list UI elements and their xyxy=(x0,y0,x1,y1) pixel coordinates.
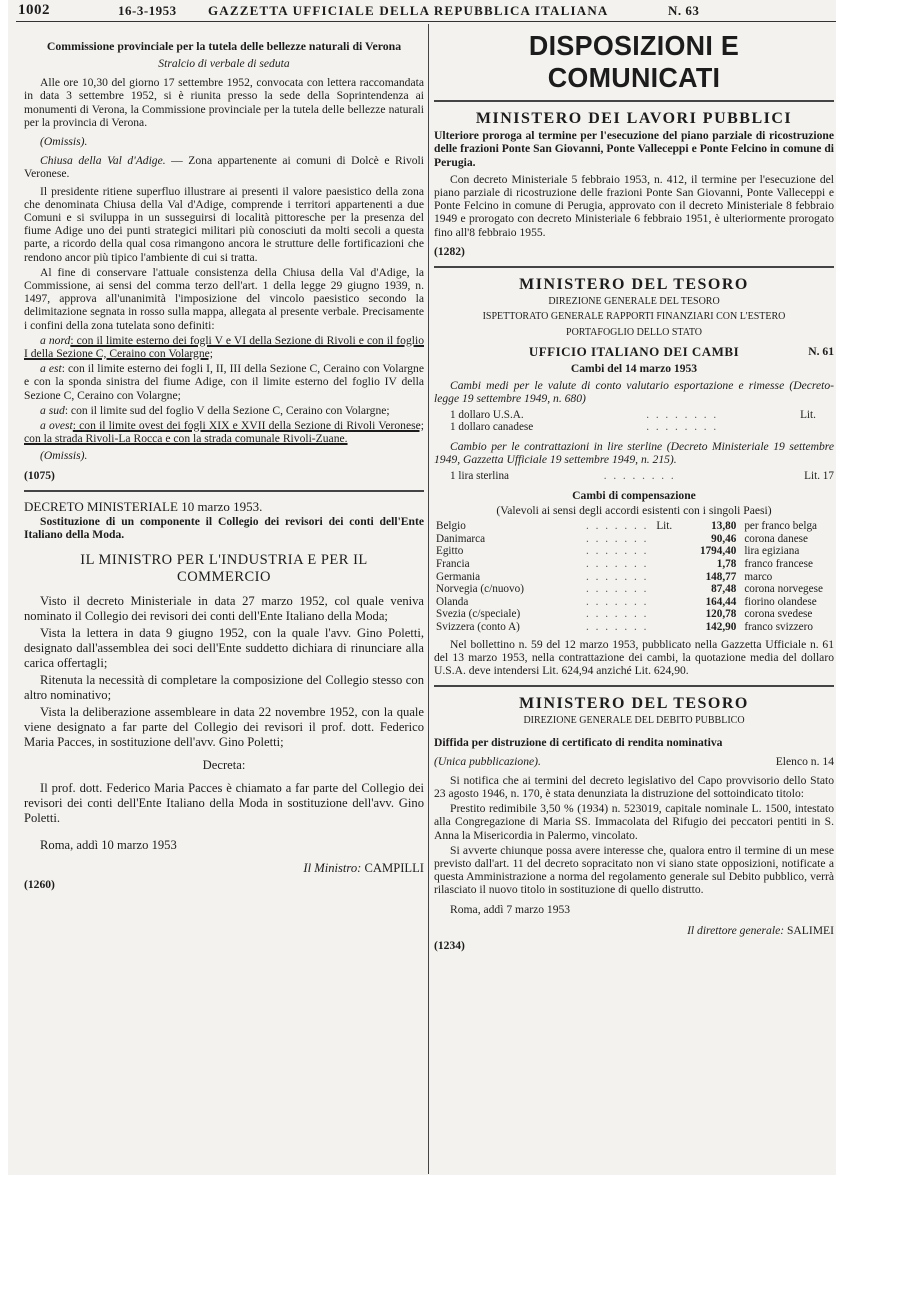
chiusa-paragraph xyxy=(24,154,424,180)
ministry-heading: MINISTERO DEI LAVORI PUBBLICI xyxy=(475,110,793,127)
signature-name: CAMPILLI xyxy=(364,860,424,875)
lit-label xyxy=(656,571,680,584)
section-title: DISPOSIZIONI E COMUNICATI xyxy=(528,30,740,93)
dot-leader: . . . . . . . xyxy=(586,621,649,633)
sterling-table xyxy=(434,470,834,483)
comp-unit: corona svedese xyxy=(744,608,813,621)
lit-label: Lit. xyxy=(800,408,816,421)
lit-label xyxy=(656,596,680,609)
lit-label: Lit. xyxy=(656,520,673,533)
paragraph: Nel bollettino n. 59 del 12 marzo 1953, pubblicato nella Gazzetta Ufficiale n. 61 del 13 marzo 1953, nella contrattazione dei cambi, la quotazione media del dollaro U.S.A. deve intendersi Lit. 624,94 anziché Lit. 624,90. xyxy=(434,637,834,677)
table-row xyxy=(434,533,834,546)
comp-country: Olanda xyxy=(436,595,469,608)
ministry-subheading: DIREZIONE GENERALE DEL TESORO xyxy=(548,296,720,308)
compensation-subtitle: (Valevoli ai sensi degli accordi esistenti con i singoli Paesi) xyxy=(496,504,772,518)
paragraph: Visto il decreto Ministeriale in data 27 marzo 1952, col quale veniva nominato il Collegio dei revisori dei conti dell'Ente Italiano della Moda; xyxy=(24,593,424,623)
unica-label: (Unica pubblicazione). xyxy=(434,754,541,768)
uic-title: UFFICIO ITALIANO DEI CAMBI xyxy=(528,343,740,359)
paragraph: Si notifica che ai termini del decreto legislativo del Capo provvisorio dello Stato 23 agosto 1946, n. 170, è stata denunziata la distruzione del sottoindicato titolo: xyxy=(434,773,834,801)
lit-label xyxy=(656,608,680,621)
place-date: Roma, addì 10 marzo 1953 xyxy=(40,837,177,852)
issue-date: 16-3-1953 xyxy=(118,3,177,18)
gazette-title: GAZZETTA UFFICIALE DELLA REPUBBLICA ITALIANA xyxy=(208,3,609,18)
ministry-subheading: DIREZIONE GENERALE DEL DEBITO PUBBLICO xyxy=(523,715,745,727)
commission-title: Commissione provinciale per la tutela delle bellezze naturali di Verona xyxy=(46,39,402,53)
dot-leader: . . . . . . . . xyxy=(646,421,719,434)
comp-unit: marco xyxy=(744,570,773,583)
section-separator xyxy=(24,490,424,492)
paragraph: Con decreto Ministeriale 5 febbraio 1953, n. 412, il termine per l'esecuzione del piano parziale di ricostruzione delle frazioni Ponte San Giovanni, Ponte Valleceppi e Ponte Felcino in comune di Perugia, approvato con il decreto Ministeriale 8 febbraio 1949 e prorogato con decreto Ministeriale 6 febbraio 1951, è ulteriormente prorogato fino all'8 febbraio 1955. xyxy=(434,172,834,239)
omissis: (Omissis). xyxy=(40,449,88,463)
elenco-label: Elenco n. 14 xyxy=(775,754,834,768)
chiusa-text: — Zona appartenente ai comuni di Dolcè e Rivoli Veronese. xyxy=(24,154,425,181)
table-row xyxy=(434,520,834,533)
comp-value: 13,80 xyxy=(711,520,737,533)
page-header xyxy=(18,2,836,19)
section-separator xyxy=(434,685,834,687)
section-separator xyxy=(434,266,834,268)
notice-subject: Ulteriore proroga al termine per l'esecuzione del piano parziale di ricostruzione delle frazioni Ponte San Giovanni, Ponte Valleceppi e Ponte Felcino in comune di Perugia. xyxy=(434,129,834,169)
table-row xyxy=(434,421,834,434)
notice-subject: Diffida per distruzione di certificato di rendita nominativa xyxy=(434,735,723,749)
dot-leader: . . . . . . . . xyxy=(646,408,719,421)
table-row xyxy=(434,621,834,634)
left-column xyxy=(24,40,424,895)
boundary-text: : con il limite esterno dei fogli I, II, III della Sezione C, Ceraino con Volargne e con la sponda sinistra del fiume Adige, con il limite esterno del foglio IV della Sezione C, Ceraino con Volargne; xyxy=(24,362,424,402)
paragraph: Vista la deliberazione assembleare in data 22 novembre 1952, con la quale viene designato a far parte del Collegio dei revisori il prof. dott. Federico Maria Pacces, in sostituzione dell'avv. Gino Poletti; xyxy=(24,704,424,749)
exchange-note: Cambi medi per le valute di conto valutario esportazione e rimesse (Decreto-legge 19 settembre 1949, n. 680) xyxy=(434,379,834,406)
decreta: Decreta: xyxy=(202,757,246,772)
paragraph: Il presidente ritiene superfluo illustrare ai presenti il valore paesistico della zona che denominata Chiusa della Val d'Adige, comprende i territori appartenenti a due Comuni e si sviluppa in un susseguirsi di località pittoresche per la presenza del fiume Adige uno dei punti strategici militari più conosciuti da molti secoli a questa parte, a ricordo della qual cosa rimangono ancora le strutture delle fortificazioni che rendono ancor più tipico l'ambiente di cui si tratta. xyxy=(24,184,424,264)
reference-number: (1075) xyxy=(24,468,55,482)
boundary-label: a nord xyxy=(40,333,71,347)
comp-value: 148,77 xyxy=(705,570,737,583)
dot-leader: . . . . . . . xyxy=(586,595,649,608)
dollar-table xyxy=(434,409,834,434)
comp-unit: corona danese xyxy=(744,532,809,545)
uic-number: N. 61 xyxy=(808,344,834,358)
paragraph: Vista la lettera in data 9 giugno 1952, con la quale l'avv. Gino Poletti, designato dall'assemblea dei soci dell'Ente suddetto dichiara di rinunciare alla carica offertagli; xyxy=(24,625,424,670)
boundary-sud xyxy=(24,404,424,417)
comp-unit: franco francese xyxy=(744,558,813,571)
lit-label xyxy=(800,421,834,434)
ministry-heading: MINISTERO DEL TESORO xyxy=(519,276,749,294)
comp-value: 1794,40 xyxy=(699,545,737,558)
page-number: 1002 xyxy=(18,2,50,18)
boundary-ovest xyxy=(24,419,424,445)
comp-country: Danimarca xyxy=(436,532,486,545)
table-row xyxy=(434,470,834,483)
table-row xyxy=(434,571,834,584)
comp-unit: corona norvegese xyxy=(744,583,823,596)
currency-value: Lit. 17 xyxy=(804,470,834,483)
commission-subtitle: Stralcio di verbale di seduta xyxy=(158,57,290,70)
ministry-subheading: ISPETTORATO GENERALE RAPPORTI FINANZIARI CON L'ESTERO xyxy=(482,311,786,323)
dot-leader: . . . . . . . xyxy=(586,520,649,533)
decree-subtitle: Sostituzione di un componente il Collegio dei revisori dei conti dell'Ente Italiano della Moda. xyxy=(24,515,424,542)
dot-leader: . . . . . . . . xyxy=(603,470,676,483)
chiusa-label: Chiusa della Val d'Adige. xyxy=(40,154,166,168)
uic-heading-row xyxy=(434,345,834,358)
table-row xyxy=(434,558,834,571)
comp-value: 87,48 xyxy=(711,583,737,596)
header-rule xyxy=(16,21,836,22)
exchange-date: Cambi del 14 marzo 1953 xyxy=(570,362,698,376)
compensation-table xyxy=(434,520,834,633)
paragraph: Si avverte chiunque possa avere interesse che, qualora entro il termine di un mese previsto dall'art. 11 del decreto sopracitato non vi siano state opposizioni, notificate a questa Amministrazione a norma del regolamento generale sul Debito pubblico, verrà rilasciato il nuovo titolo in sostituzione di quello distrutto. xyxy=(434,843,834,897)
boundary-text: : con il limite sud del foglio V della Sezione C, Ceraino con Volargne; xyxy=(64,403,390,417)
boundary-label: a ovest xyxy=(40,419,73,433)
comp-unit: fiorino olandese xyxy=(744,595,817,608)
boundary-text: : con il limite esterno dei fogli V e VI della Sezione di Rivoli e con il foglio I della Sezione C, Ceraino con Volargne; xyxy=(24,333,424,361)
decree-title: DECRETO MINISTERIALE 10 marzo 1953. xyxy=(24,498,263,514)
dot-leader: . . . . . . . xyxy=(586,532,649,545)
table-row xyxy=(434,596,834,609)
comp-country: Svizzera (conto A) xyxy=(436,621,520,633)
comp-country: Francia xyxy=(436,558,470,571)
table-row xyxy=(434,583,834,596)
table-row xyxy=(434,608,834,621)
lit-label xyxy=(656,621,680,634)
reference-number: (1234) xyxy=(434,939,465,953)
lit-label xyxy=(656,533,680,546)
lit-label xyxy=(656,558,680,571)
signature-label: Il Ministro: xyxy=(303,860,362,875)
boundary-label: a est xyxy=(40,362,62,376)
comp-country: Norvegia (c/nuovo) xyxy=(436,583,524,596)
lit-label xyxy=(656,545,680,558)
reference-number: (1282) xyxy=(434,244,465,258)
boundary-label: a sud xyxy=(40,403,65,417)
dot-leader: . . . . . . . xyxy=(586,570,649,583)
paragraph: Al fine di conservare l'attuale consistenza della Chiusa della Val d'Adige, la Commissione, ai sensi del comma terzo dell'art. 1 della legge 29 giugno 1939, n. 1497, approva all'unanimità l'imposizione del vincolo paesistico secondo la delimitazione segnata in rosso sulla mappa, allegata al presente verbale. Precisamente i confini della zona tutelata sono definiti: xyxy=(24,265,424,332)
comp-value: 164,44 xyxy=(705,595,737,608)
reference-number: (1260) xyxy=(24,877,55,891)
boundary-est xyxy=(24,362,424,402)
dot-leader: . . . . . . . xyxy=(586,558,649,571)
minister-title: IL MINISTRO PER L'INDUSTRIA E PER IL COMMERCIO xyxy=(80,551,368,585)
comp-value: 90,46 xyxy=(711,532,737,545)
comp-value: 142,90 xyxy=(705,621,737,633)
comp-unit: per franco belga xyxy=(744,520,818,533)
ministry-subheading: PORTAFOGLIO DELLO STATO xyxy=(566,326,702,338)
signature xyxy=(434,924,834,937)
table-row xyxy=(434,409,834,422)
newspaper-page xyxy=(8,0,836,1175)
lit-label xyxy=(656,583,680,596)
currency-label: 1 dollaro U.S.A. xyxy=(450,408,524,421)
comp-country: Belgio xyxy=(436,520,466,533)
dot-leader: . . . . . . . xyxy=(586,608,649,621)
dot-leader: . . . . . . . xyxy=(586,583,649,596)
paragraph: Prestito redimibile 3,50 % (1934) n. 523019, capitale nominale L. 1500, intestato alla Congregazione di Maria SS. Immacolata del Rifugio dei peccatori pentiti in S. Anna la Misericordia in Palermo, vincolato. xyxy=(434,802,834,842)
column-divider xyxy=(428,24,429,1174)
comp-country: Germania xyxy=(436,570,481,583)
issue-number: N. 63 xyxy=(668,3,700,18)
boundary-nord xyxy=(24,334,424,360)
comp-value: 1,78 xyxy=(716,558,737,571)
comp-unit: franco svizzero xyxy=(744,621,813,633)
place-date: Roma, addì 7 marzo 1953 xyxy=(450,902,571,916)
section-separator xyxy=(434,100,834,102)
paragraph: Alle ore 10,30 del giorno 17 settembre 1952, convocata con lettera raccomandata in data 3 settembre 1952, si è riunita presso la sede della Soprintendenza ai monumenti di Verona, la Commissione provinciale per la tutela delle bellezze naturali per la provincia di Verona. xyxy=(24,76,424,129)
currency-label: 1 dollaro canadese xyxy=(450,421,534,434)
signature xyxy=(24,861,424,876)
omissis: (Omissis). xyxy=(40,135,88,149)
boundary-text: : con il limite ovest dei fogli XIX e XVII della Sezione di Rivoli Veronese; con la strada Rivoli-La Rocca e con la strada comunale Rivoli-Zuane. xyxy=(24,419,424,446)
comp-value: 120,78 xyxy=(705,608,737,621)
ministry-heading: MINISTERO DEL TESORO xyxy=(519,695,749,713)
unica-row xyxy=(434,755,834,770)
signature-label: Il direttore generale: xyxy=(687,923,785,937)
comp-country: Svezia (c/speciale) xyxy=(436,608,521,621)
paragraph: Il prof. dott. Federico Maria Pacces è chiamato a far parte del Collegio dei revisori dei conti dell'Ente Italiano della Moda in sostituzione dell'avv. Gino Poletti. xyxy=(24,780,424,825)
exchange-note: Cambio per le contrattazioni in lire sterline (Decreto Ministeriale 19 settembre 1949, Gazzetta Ufficiale 19 settembre 1949, n. 215). xyxy=(434,439,834,467)
comp-unit: lira egiziana xyxy=(744,545,800,558)
paragraph: Ritenuta la necessità di completare la composizione del Collegio stesso con altro nominativo; xyxy=(24,672,424,702)
right-column xyxy=(434,30,834,956)
currency-label: 1 lira sterlina xyxy=(450,470,510,483)
signature-name: SALIMEI xyxy=(786,923,834,937)
table-row xyxy=(434,545,834,558)
dot-leader: . . . . . . . xyxy=(586,545,649,558)
comp-country: Egitto xyxy=(436,545,464,558)
compensation-title: Cambi di compensazione xyxy=(572,488,696,502)
